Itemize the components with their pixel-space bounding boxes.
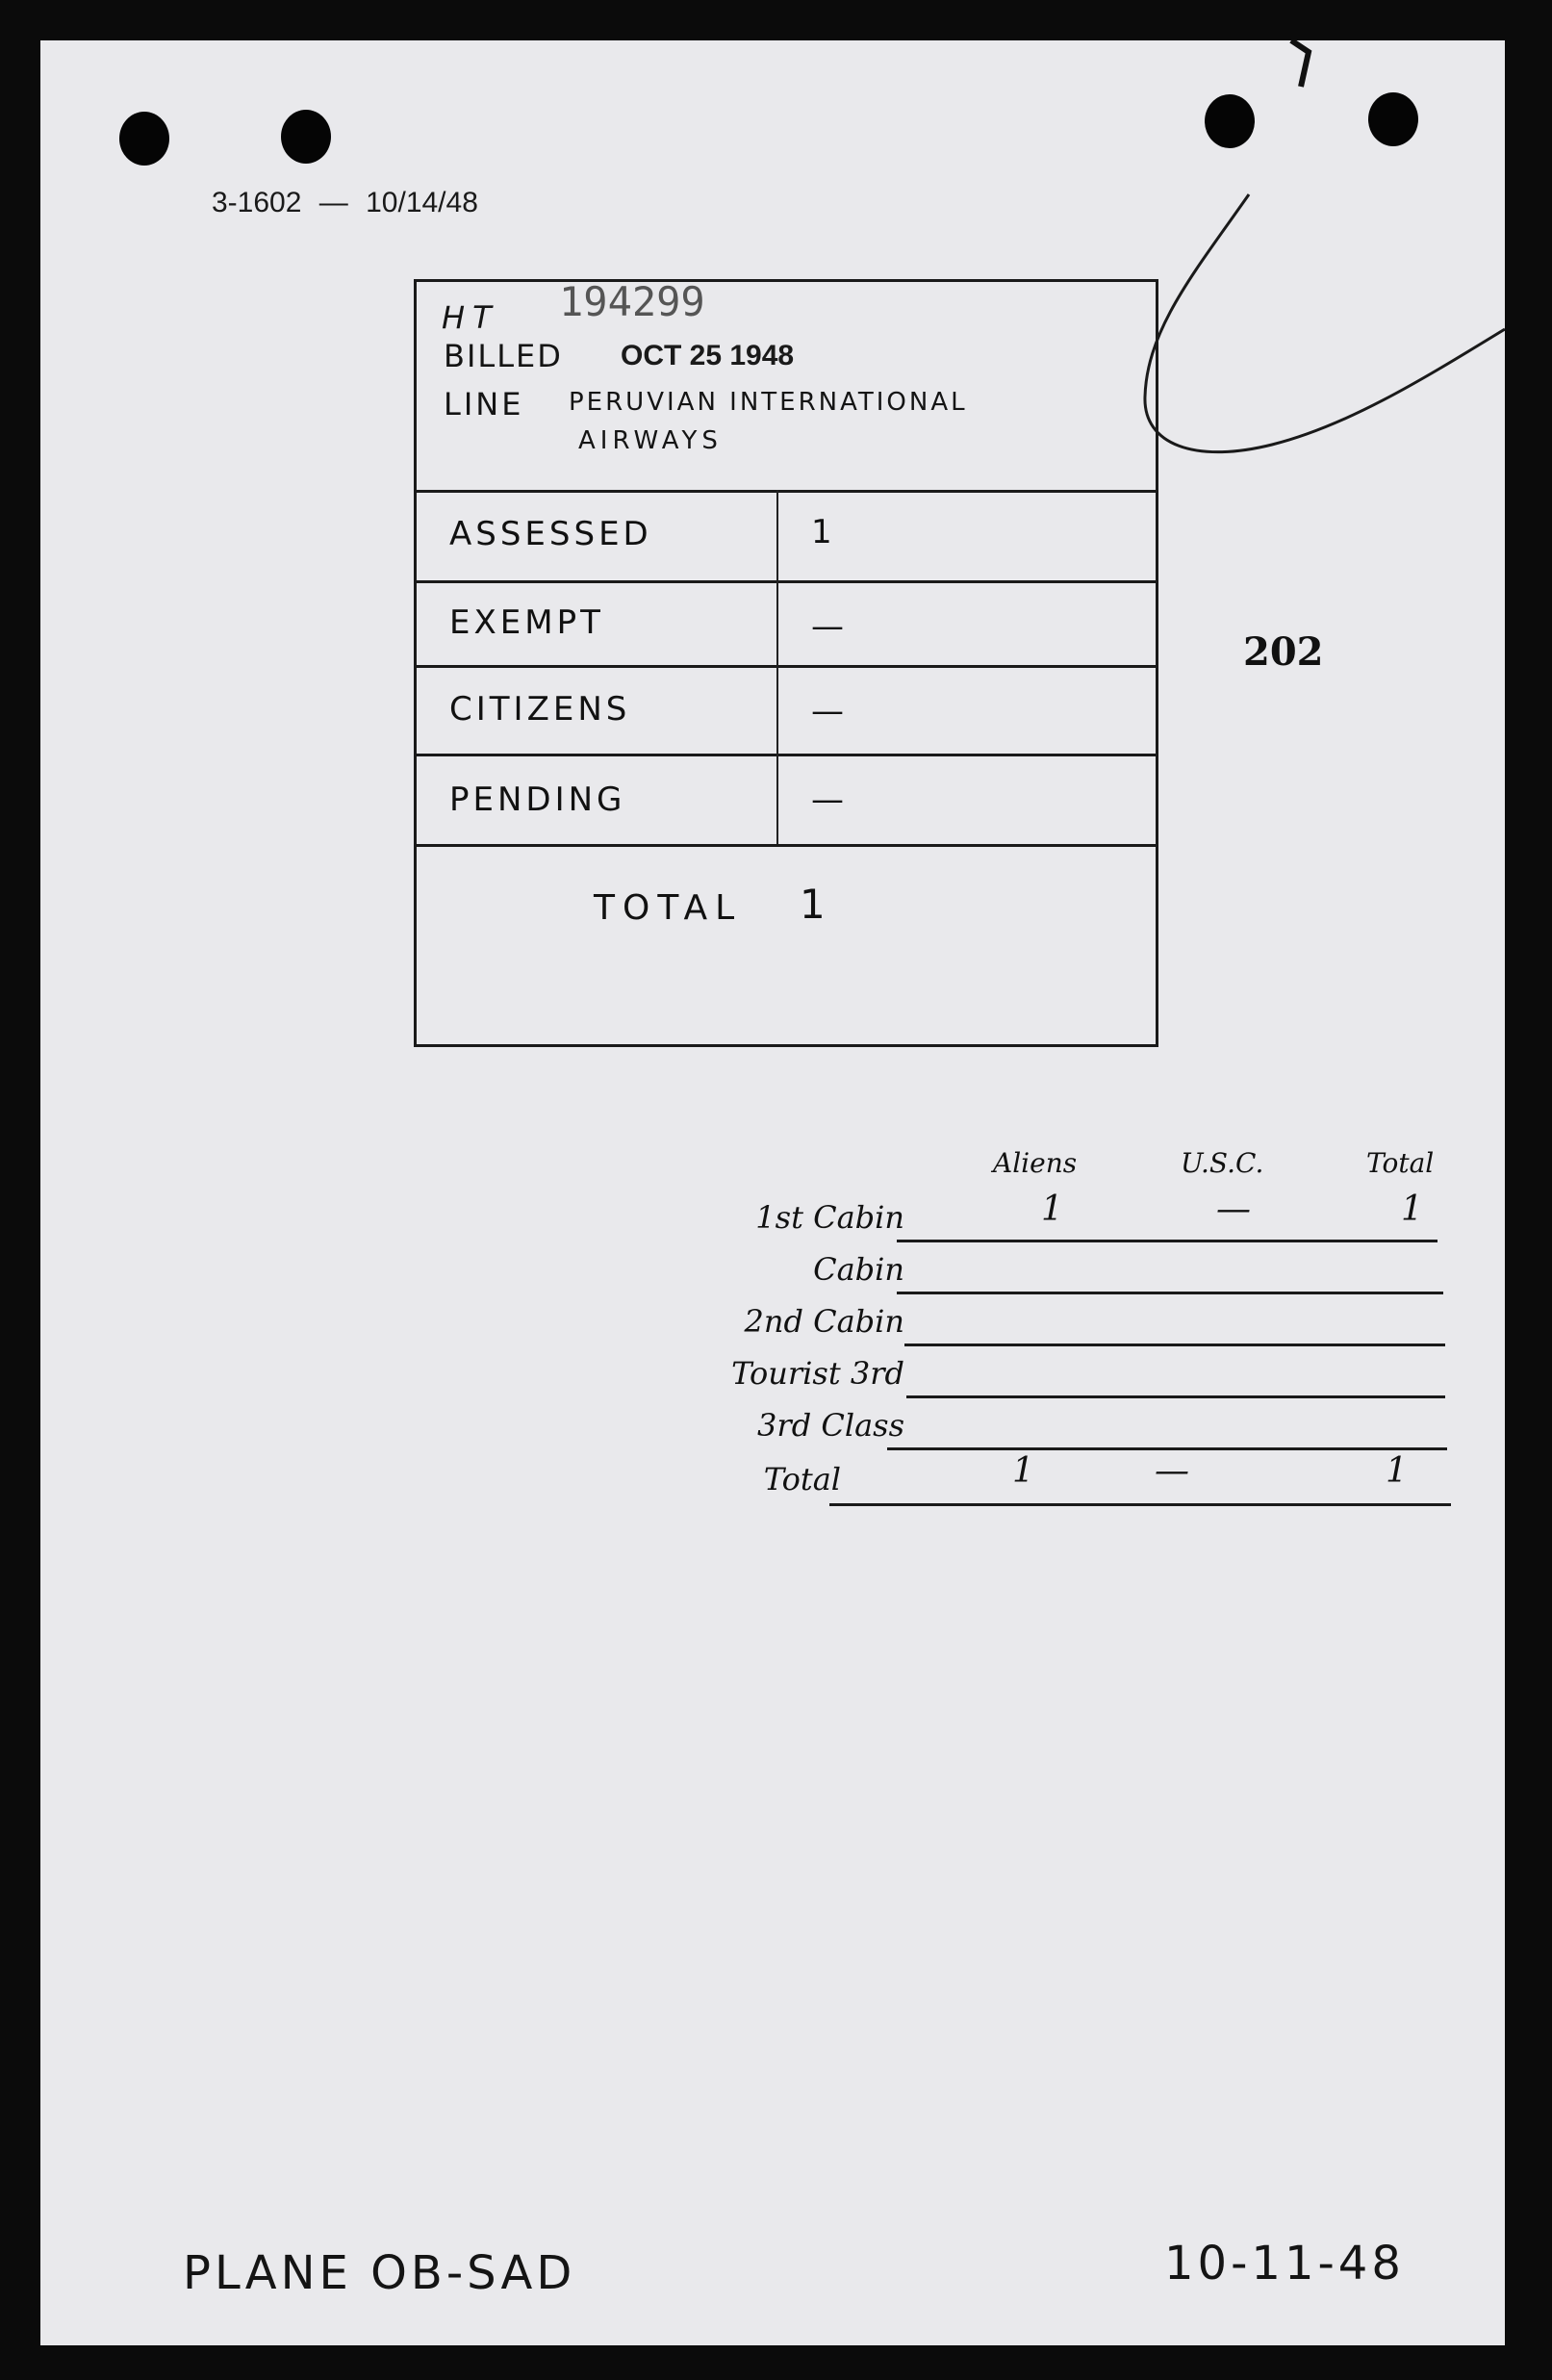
count-label-pending: PENDING <box>449 781 626 819</box>
stamp-ht-label: HT <box>442 299 499 336</box>
row-label: Cabin <box>813 1251 904 1288</box>
row-label: Tourist 3rd <box>731 1355 904 1392</box>
row-rule <box>897 1292 1443 1294</box>
row-label: Total <box>763 1461 841 1497</box>
row-label: 2nd Cabin <box>744 1303 904 1340</box>
row-total: 1 <box>1401 1190 1423 1229</box>
divider <box>417 580 1156 583</box>
row-label: 1st Cabin <box>755 1199 904 1236</box>
count-value-citizens: — <box>811 692 844 730</box>
stamp-billed-label: BILLED <box>444 338 563 374</box>
row-usc: — <box>1216 1190 1251 1229</box>
column-divider <box>776 490 778 844</box>
row-rule <box>906 1395 1445 1398</box>
footer-plane: PLANE OB-SAD <box>183 2246 576 2300</box>
divider <box>417 490 1156 493</box>
count-value-assessed: 1 <box>811 513 832 551</box>
stamp-line-value-1: PERUVIAN INTERNATIONAL <box>569 388 968 417</box>
document-page <box>40 40 1505 2345</box>
header-usc: U.S.C. <box>1181 1147 1264 1179</box>
count-value-exempt: — <box>811 607 844 646</box>
row-rule <box>897 1240 1438 1242</box>
count-label-exempt: EXEMPT <box>449 603 604 642</box>
form-dash: — <box>318 187 348 218</box>
total-value: 1 <box>800 881 826 928</box>
count-value-pending: — <box>811 781 844 819</box>
tally-box <box>414 279 1158 1047</box>
form-date: 10/14/48 <box>366 187 478 218</box>
stamp-line-label: LINE <box>444 386 524 422</box>
row-rule <box>887 1447 1447 1450</box>
count-label-citizens: CITIZENS <box>449 690 631 729</box>
row-usc: — <box>1155 1451 1189 1491</box>
count-label-assessed: ASSESSED <box>449 515 652 553</box>
row-rule <box>829 1503 1451 1506</box>
total-label: TOTAL <box>594 888 743 928</box>
stamp-number: 194299 <box>559 278 705 325</box>
divider <box>417 665 1156 668</box>
form-number: 3-1602 <box>212 187 302 218</box>
page-number: 202 <box>1243 629 1324 675</box>
header-aliens: Aliens <box>993 1147 1078 1179</box>
stamp-billed-date: OCT 25 1948 <box>621 340 795 371</box>
divider <box>417 844 1156 847</box>
footer-date: 10-11-48 <box>1164 2237 1405 2290</box>
stamp-line-value-2: AIRWAYS <box>578 426 723 455</box>
header-total: Total <box>1366 1147 1435 1179</box>
row-rule <box>904 1344 1445 1346</box>
row-label: 3rd Class <box>757 1407 904 1444</box>
row-aliens: 1 <box>1012 1451 1034 1491</box>
row-total: 1 <box>1386 1451 1408 1491</box>
row-aliens: 1 <box>1041 1190 1063 1229</box>
divider <box>417 754 1156 756</box>
